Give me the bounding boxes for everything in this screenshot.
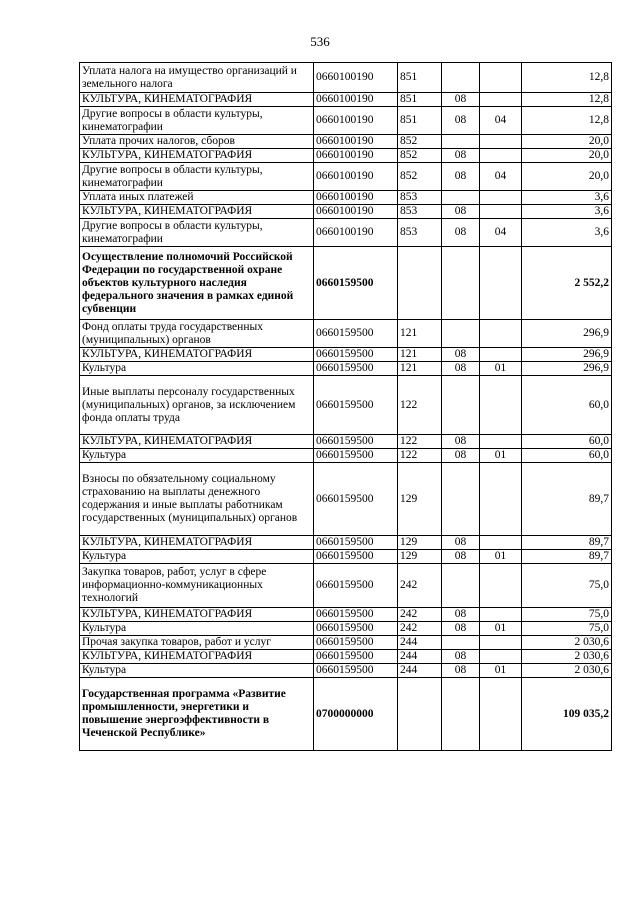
row-name-cell: Государственная программа «Развитие промышленности, энергетики и повышение энергоэффективности в Чеченской Республике» bbox=[80, 678, 314, 751]
amount-cell: 3,6 bbox=[522, 219, 612, 247]
amount-cell: 60,0 bbox=[522, 376, 612, 435]
section-code-cell bbox=[442, 376, 480, 435]
table-row bbox=[80, 320, 612, 348]
expense-type-code-cell: 851 bbox=[398, 93, 442, 107]
target-article-code-cell: 0660159500 bbox=[314, 376, 398, 435]
table-row bbox=[80, 376, 612, 435]
section-code-cell bbox=[442, 678, 480, 751]
expense-type-code-cell: 852 bbox=[398, 149, 442, 163]
section-code-cell: 08 bbox=[442, 107, 480, 135]
target-article-code-cell: 0660159500 bbox=[314, 608, 398, 622]
amount-cell: 89,7 bbox=[522, 536, 612, 550]
table-row bbox=[80, 63, 612, 93]
row-name-cell: КУЛЬТУРА, КИНЕМАТОГРАФИЯ bbox=[80, 608, 314, 622]
expense-type-code-cell bbox=[398, 678, 442, 751]
subsection-code-cell bbox=[480, 149, 522, 163]
target-article-code-cell: 0660100190 bbox=[314, 63, 398, 93]
target-article-code-cell: 0660159500 bbox=[314, 536, 398, 550]
table-row bbox=[80, 362, 612, 376]
section-code-cell bbox=[442, 191, 480, 205]
row-name-cell: КУЛЬТУРА, КИНЕМАТОГРАФИЯ bbox=[80, 435, 314, 449]
target-article-code-cell: 0660100190 bbox=[314, 191, 398, 205]
table-row bbox=[80, 664, 612, 678]
table-row bbox=[80, 247, 612, 320]
row-name-cell: Другие вопросы в области культуры, кинематографии bbox=[80, 163, 314, 191]
subsection-code-cell bbox=[480, 650, 522, 664]
section-code-cell: 08 bbox=[442, 435, 480, 449]
expense-type-code-cell: 121 bbox=[398, 362, 442, 376]
subsection-code-cell: 01 bbox=[480, 449, 522, 463]
target-article-code-cell: 0660159500 bbox=[314, 564, 398, 608]
expense-type-code-cell: 853 bbox=[398, 219, 442, 247]
table-row bbox=[80, 463, 612, 536]
section-code-cell bbox=[442, 463, 480, 536]
section-code-cell bbox=[442, 320, 480, 348]
section-code-cell bbox=[442, 636, 480, 650]
expense-type-code-cell: 122 bbox=[398, 376, 442, 435]
expense-type-code-cell: 851 bbox=[398, 107, 442, 135]
subsection-code-cell bbox=[480, 247, 522, 320]
subsection-code-cell bbox=[480, 564, 522, 608]
section-code-cell bbox=[442, 63, 480, 93]
amount-cell: 2 030,6 bbox=[522, 650, 612, 664]
section-code-cell: 08 bbox=[442, 608, 480, 622]
row-name-cell: Закупка товаров, работ, услуг в сфере информационно-коммуникационных технологий bbox=[80, 564, 314, 608]
section-code-cell: 08 bbox=[442, 219, 480, 247]
table-row bbox=[80, 564, 612, 608]
target-article-code-cell: 0660100190 bbox=[314, 149, 398, 163]
subsection-code-cell bbox=[480, 93, 522, 107]
expense-type-code-cell: 242 bbox=[398, 608, 442, 622]
subsection-code-cell bbox=[480, 320, 522, 348]
section-code-cell: 08 bbox=[442, 650, 480, 664]
section-code-cell: 08 bbox=[442, 362, 480, 376]
table-row bbox=[80, 135, 612, 149]
subsection-code-cell: 04 bbox=[480, 107, 522, 135]
amount-cell: 12,8 bbox=[522, 107, 612, 135]
row-name-cell: КУЛЬТУРА, КИНЕМАТОГРАФИЯ bbox=[80, 348, 314, 362]
section-code-cell bbox=[442, 135, 480, 149]
amount-cell: 2 030,6 bbox=[522, 636, 612, 650]
section-code-cell: 08 bbox=[442, 550, 480, 564]
expense-type-code-cell: 129 bbox=[398, 463, 442, 536]
expense-type-code-cell: 121 bbox=[398, 348, 442, 362]
expense-type-code-cell: 129 bbox=[398, 536, 442, 550]
table-row bbox=[80, 107, 612, 135]
amount-cell: 12,8 bbox=[522, 93, 612, 107]
row-name-cell: Уплата налога на имущество организаций и земельного налога bbox=[80, 63, 314, 93]
target-article-code-cell: 0700000000 bbox=[314, 678, 398, 751]
row-name-cell: Фонд оплаты труда государственных (муниципальных) органов bbox=[80, 320, 314, 348]
table-row bbox=[80, 348, 612, 362]
budget-table bbox=[79, 62, 612, 751]
target-article-code-cell: 0660100190 bbox=[314, 205, 398, 219]
amount-cell: 12,8 bbox=[522, 63, 612, 93]
target-article-code-cell: 0660159500 bbox=[314, 622, 398, 636]
amount-cell: 20,0 bbox=[522, 149, 612, 163]
row-name-cell: Уплата прочих налогов, сборов bbox=[80, 135, 314, 149]
amount-cell: 2 030,6 bbox=[522, 664, 612, 678]
amount-cell: 2 552,2 bbox=[522, 247, 612, 320]
row-name-cell: КУЛЬТУРА, КИНЕМАТОГРАФИЯ bbox=[80, 536, 314, 550]
subsection-code-cell bbox=[480, 608, 522, 622]
amount-cell: 60,0 bbox=[522, 449, 612, 463]
target-article-code-cell: 0660100190 bbox=[314, 135, 398, 149]
expense-type-code-cell: 853 bbox=[398, 205, 442, 219]
row-name-cell: Другие вопросы в области культуры, кинематографии bbox=[80, 107, 314, 135]
expense-type-code-cell: 242 bbox=[398, 564, 442, 608]
amount-cell: 109 035,2 bbox=[522, 678, 612, 751]
target-article-code-cell: 0660100190 bbox=[314, 219, 398, 247]
target-article-code-cell: 0660159500 bbox=[314, 449, 398, 463]
target-article-code-cell: 0660159500 bbox=[314, 320, 398, 348]
target-article-code-cell: 0660159500 bbox=[314, 664, 398, 678]
expense-type-code-cell: 852 bbox=[398, 163, 442, 191]
row-name-cell: Прочая закупка товаров, работ и услуг bbox=[80, 636, 314, 650]
row-name-cell: Культура bbox=[80, 664, 314, 678]
subsection-code-cell: 04 bbox=[480, 219, 522, 247]
subsection-code-cell bbox=[480, 348, 522, 362]
expense-type-code-cell: 129 bbox=[398, 550, 442, 564]
row-name-cell: КУЛЬТУРА, КИНЕМАТОГРАФИЯ bbox=[80, 650, 314, 664]
subsection-code-cell bbox=[480, 536, 522, 550]
subsection-code-cell: 04 bbox=[480, 163, 522, 191]
amount-cell: 3,6 bbox=[522, 205, 612, 219]
target-article-code-cell: 0660159500 bbox=[314, 435, 398, 449]
section-code-cell: 08 bbox=[442, 149, 480, 163]
expense-type-code-cell: 244 bbox=[398, 636, 442, 650]
table-row bbox=[80, 536, 612, 550]
row-name-cell: КУЛЬТУРА, КИНЕМАТОГРАФИЯ bbox=[80, 149, 314, 163]
amount-cell: 89,7 bbox=[522, 463, 612, 536]
table-row bbox=[80, 650, 612, 664]
row-name-cell: Взносы по обязательному социальному страхованию на выплаты денежного содержания и иные выплаты работникам государственных (муниципальных) органов bbox=[80, 463, 314, 536]
target-article-code-cell: 0660159500 bbox=[314, 650, 398, 664]
table-row bbox=[80, 435, 612, 449]
section-code-cell: 08 bbox=[442, 163, 480, 191]
table-row bbox=[80, 205, 612, 219]
expense-type-code-cell: 121 bbox=[398, 320, 442, 348]
expense-type-code-cell: 853 bbox=[398, 191, 442, 205]
subsection-code-cell bbox=[480, 435, 522, 449]
amount-cell: 89,7 bbox=[522, 550, 612, 564]
table-row bbox=[80, 678, 612, 751]
table-row bbox=[80, 149, 612, 163]
row-name-cell: Культура bbox=[80, 449, 314, 463]
expense-type-code-cell: 852 bbox=[398, 135, 442, 149]
section-code-cell: 08 bbox=[442, 622, 480, 636]
target-article-code-cell: 0660100190 bbox=[314, 93, 398, 107]
target-article-code-cell: 0660159500 bbox=[314, 550, 398, 564]
expense-type-code-cell: 244 bbox=[398, 650, 442, 664]
expense-type-code-cell: 244 bbox=[398, 664, 442, 678]
amount-cell: 296,9 bbox=[522, 320, 612, 348]
subsection-code-cell bbox=[480, 205, 522, 219]
table-row bbox=[80, 93, 612, 107]
table-row bbox=[80, 608, 612, 622]
target-article-code-cell: 0660159500 bbox=[314, 463, 398, 536]
expense-type-code-cell: 242 bbox=[398, 622, 442, 636]
amount-cell: 296,9 bbox=[522, 362, 612, 376]
expense-type-code-cell: 851 bbox=[398, 63, 442, 93]
section-code-cell: 08 bbox=[442, 93, 480, 107]
subsection-code-cell: 01 bbox=[480, 622, 522, 636]
row-name-cell: Иные выплаты персоналу государственных (муниципальных) органов, за исключением фонда оплаты труда bbox=[80, 376, 314, 435]
target-article-code-cell: 0660159500 bbox=[314, 636, 398, 650]
row-name-cell: Культура bbox=[80, 362, 314, 376]
amount-cell: 20,0 bbox=[522, 163, 612, 191]
amount-cell: 20,0 bbox=[522, 135, 612, 149]
section-code-cell: 08 bbox=[442, 205, 480, 219]
section-code-cell bbox=[442, 564, 480, 608]
amount-cell: 60,0 bbox=[522, 435, 612, 449]
section-code-cell: 08 bbox=[442, 449, 480, 463]
amount-cell: 75,0 bbox=[522, 608, 612, 622]
expense-type-code-cell: 122 bbox=[398, 435, 442, 449]
expense-type-code-cell bbox=[398, 247, 442, 320]
table-row bbox=[80, 191, 612, 205]
amount-cell: 296,9 bbox=[522, 348, 612, 362]
table-row bbox=[80, 550, 612, 564]
table-row bbox=[80, 219, 612, 247]
row-name-cell: Культура bbox=[80, 550, 314, 564]
row-name-cell: Другие вопросы в области культуры, кинематографии bbox=[80, 219, 314, 247]
subsection-code-cell: 01 bbox=[480, 664, 522, 678]
amount-cell: 3,6 bbox=[522, 191, 612, 205]
row-name-cell: КУЛЬТУРА, КИНЕМАТОГРАФИЯ bbox=[80, 93, 314, 107]
expense-type-code-cell: 122 bbox=[398, 449, 442, 463]
subsection-code-cell bbox=[480, 191, 522, 205]
subsection-code-cell bbox=[480, 135, 522, 149]
section-code-cell: 08 bbox=[442, 536, 480, 550]
table-row bbox=[80, 449, 612, 463]
table-row bbox=[80, 163, 612, 191]
target-article-code-cell: 0660159500 bbox=[314, 362, 398, 376]
section-code-cell bbox=[442, 247, 480, 320]
subsection-code-cell bbox=[480, 678, 522, 751]
table-row bbox=[80, 636, 612, 650]
row-name-cell: Уплата иных платежей bbox=[80, 191, 314, 205]
subsection-code-cell: 01 bbox=[480, 550, 522, 564]
subsection-code-cell bbox=[480, 636, 522, 650]
subsection-code-cell bbox=[480, 463, 522, 536]
subsection-code-cell bbox=[480, 376, 522, 435]
row-name-cell: КУЛЬТУРА, КИНЕМАТОГРАФИЯ bbox=[80, 205, 314, 219]
section-code-cell: 08 bbox=[442, 348, 480, 362]
subsection-code-cell: 01 bbox=[480, 362, 522, 376]
target-article-code-cell: 0660100190 bbox=[314, 107, 398, 135]
subsection-code-cell bbox=[480, 63, 522, 93]
section-code-cell: 08 bbox=[442, 664, 480, 678]
amount-cell: 75,0 bbox=[522, 622, 612, 636]
row-name-cell: Культура bbox=[80, 622, 314, 636]
target-article-code-cell: 0660159500 bbox=[314, 247, 398, 320]
table-row bbox=[80, 622, 612, 636]
page-number: 536 bbox=[310, 34, 330, 49]
target-article-code-cell: 0660100190 bbox=[314, 163, 398, 191]
amount-cell: 75,0 bbox=[522, 564, 612, 608]
row-name-cell: Осуществление полномочий Российской Федерации по государственной охране объектов культурного наследия федерального значения в рамках единой субвенции bbox=[80, 247, 314, 320]
target-article-code-cell: 0660159500 bbox=[314, 348, 398, 362]
budget-table-body bbox=[80, 63, 612, 751]
